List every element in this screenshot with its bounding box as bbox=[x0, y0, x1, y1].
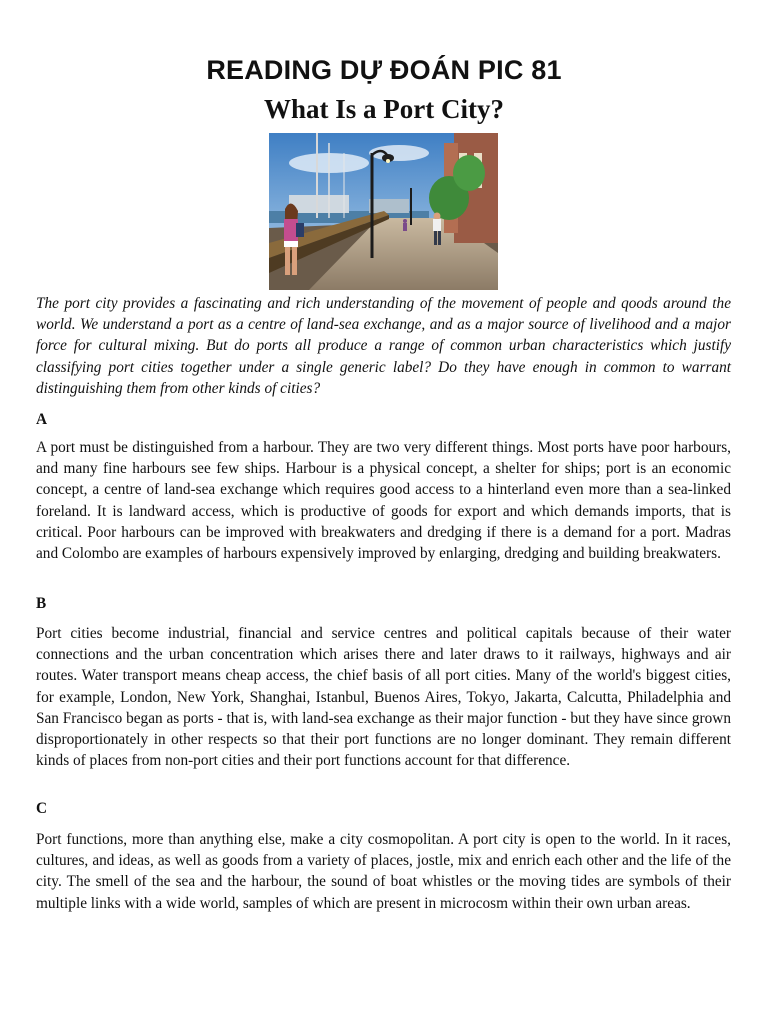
intro-paragraph: The port city provides a fascinating and rich understanding of the movement of people and qoods around the world. We understand a port as a centre of land-sea exchange, and as a major source of livelihood and a major force for cultural mixing. But do ports all produce a range of common urban characteristics which justify classifying port cities together under a single generic label? Do they have enough in common to warrant distinguishing them from other kinds of cities? bbox=[36, 295, 731, 397]
section-a-paragraph: A port must be distinguished from a harbour. They are two very different things. Most ports have poor harbours, and many fine harbours see few ships. Harbour is a physical concept, a shelter for ships; port is an economic concept, a centre of land-sea exchange which requires good access to a hinterland even more than a sea-linked foreland. It is landward access, which is productive of goods for export and which demands imports, that is critical. Poor harbours can be improved with breakwaters and dredging if there is a demand for a port. Madras and Colombo are examples of harbours expensively improved by enlarging, dredging and building breakwaters. bbox=[36, 439, 731, 563]
page-title: READING DỰ ĐOÁN PIC 81 bbox=[206, 55, 562, 85]
port-city-illustration bbox=[269, 133, 498, 290]
section-b-paragraph: Port cities become industrial, financial and service centres and political capitals because of their water connections and the urban concentration which arises there and later draws to it railways, highways and air routes. Water transport means cheap access, the chief basis of all port cities. Many of the world's biggest cities, for example, London, New York, Shanghai, Istanbul, Buenos Aires, Tokyo, Jakarta, Calcutta, Philadelphia and San Francisco began as ports - that is, with land-sea exchange as their major function - but they have since grown disproportionately in other respects so that their port functions are no longer dominant. They remain different kinds of places from non-port cities and their port functions account for that difference. bbox=[36, 625, 731, 770]
section-label-b: B bbox=[36, 595, 47, 612]
article-title: What Is a Port City? bbox=[264, 94, 504, 124]
section-label-c: C bbox=[36, 800, 48, 817]
section-c-paragraph: Port functions, more than anything else, make a city cosmopolitan. A port city is open to the world. In it races, cultures, and ideas, as well as goods from a variety of places, jostle, mix and enrich each other and the life of the city. The smell of the sea and the harbour, the sound of boat whistles or the moving tides are symbols of their multiple links with a wide world, samples of which are present in microcosm within their own urban areas. bbox=[36, 831, 731, 912]
section-label-a: A bbox=[36, 411, 48, 428]
